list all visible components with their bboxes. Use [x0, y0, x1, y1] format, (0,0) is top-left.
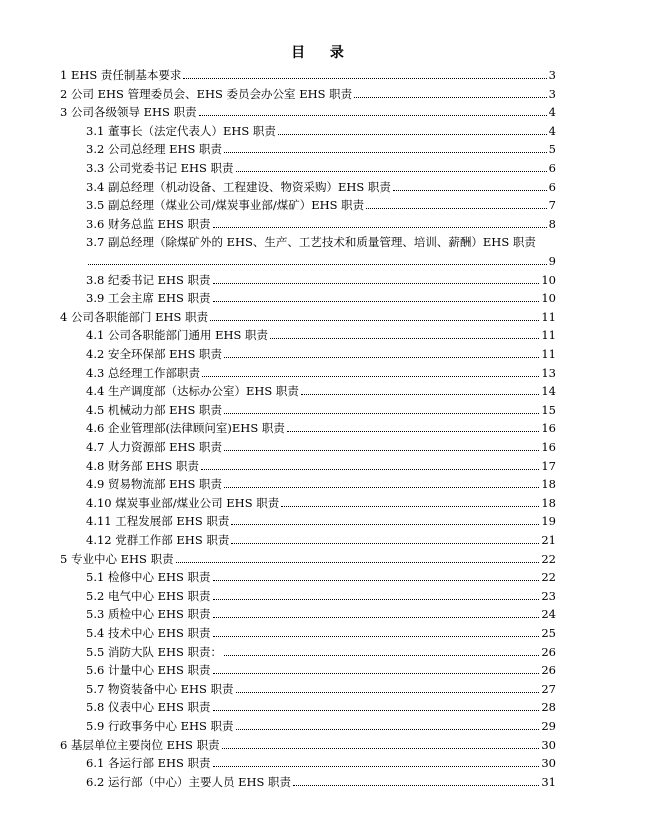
toc-dot-leader: [213, 580, 540, 581]
toc-entry-label: 1 EHS 责任制基本要求: [60, 68, 182, 82]
toc-entry-label: 3.7 副总经理（除煤矿外的 EHS、生产、工艺技术和质量管理、培训、薪酬）EHS 职责: [86, 235, 536, 250]
toc-entry-label: 4.5 机械动力部 EHS 职责: [86, 402, 223, 417]
toc-entry[interactable]: [86, 251, 556, 268]
toc-dot-leader: [301, 394, 539, 395]
toc-entry[interactable]: [86, 772, 556, 789]
toc-entry-label: 4.4 生产调度部（达标办公室）EHS 职责: [86, 384, 299, 399]
toc-dot-leader: [224, 450, 539, 451]
toc-entry[interactable]: [86, 121, 556, 138]
toc-title: 目 录: [291, 45, 354, 61]
toc-entry[interactable]: [86, 697, 556, 714]
toc-entry-label: 5.1 检修中心 EHS 职责: [86, 570, 211, 585]
toc-dot-leader: [236, 692, 540, 693]
toc-dot-leader: [224, 357, 539, 358]
toc-entry[interactable]: [60, 307, 556, 324]
toc-page-number: 29: [541, 719, 556, 733]
toc-dot-leader: [224, 152, 547, 153]
toc-entry-label: 5.2 电气中心 EHS 职责: [86, 588, 211, 603]
toc-page-number: 10: [541, 291, 556, 306]
toc-entry-label: 5.8 仪表中心 EHS 职责: [86, 700, 211, 715]
toc-entry-label: 4.8 财务部 EHS 职责: [86, 458, 200, 473]
toc-dot-leader: [393, 190, 547, 191]
toc-entry[interactable]: [86, 493, 556, 510]
toc-entry[interactable]: [86, 400, 556, 417]
toc-dot-leader: [281, 506, 539, 507]
toc-entry[interactable]: [86, 418, 556, 435]
toc-page-number: 27: [541, 681, 556, 696]
toc-entry-label: 4.6 企业管理部(法律顾问室)EHS 职责: [86, 421, 285, 436]
toc-entry[interactable]: [86, 177, 556, 194]
toc-dot-leader: [213, 283, 540, 284]
toc-entry[interactable]: [86, 363, 556, 380]
toc-entry-label: 3.4 副总经理（机动设备、工程建设、物资采购）EHS 职责: [86, 179, 391, 194]
toc-dot-leader: [176, 562, 540, 563]
toc-dot-leader: [210, 320, 539, 321]
toc-entry-label: 3.5 副总经理（煤业公司/煤炭事业部/煤矿）EHS 职责: [86, 198, 365, 213]
toc-dot-leader: [236, 171, 547, 172]
toc-dot-leader: [231, 543, 539, 544]
toc-page-number: 13: [541, 365, 556, 380]
toc-dot-leader: [366, 208, 547, 209]
toc-page-number: 25: [541, 626, 556, 640]
toc-entry-label: 4.11 工程发展部 EHS 职责: [86, 514, 230, 529]
toc-page-number: 30: [541, 756, 556, 771]
toc-dot-leader: [213, 636, 540, 637]
toc-entry[interactable]: [86, 381, 556, 398]
toc-dot-leader: [183, 78, 546, 79]
toc-entry[interactable]: [60, 549, 556, 566]
toc-page-number: 21: [541, 533, 556, 547]
toc-page-number: 26: [541, 644, 556, 659]
toc-dot-leader: [213, 617, 540, 618]
toc-page-number: 31: [541, 774, 556, 789]
toc-dot-leader: [236, 729, 540, 730]
toc-dot-leader: [213, 301, 540, 302]
toc-entry-label: 3.3 公司党委书记 EHS 职责: [86, 161, 234, 175]
toc-page-number: 18: [541, 477, 556, 492]
toc-entry-label: 3.1 董事长（法定代表人）EHS 职责: [86, 123, 276, 138]
toc-entry-label: 2 公司 EHS 管理委员会、EHS 委员会办公室 EHS 职责: [60, 86, 353, 101]
toc-page-number: 26: [541, 663, 556, 678]
toc-entry[interactable]: [86, 753, 556, 770]
toc-entry-label: 6.2 运行部（中心）主要人员 EHS 职责: [86, 774, 292, 789]
toc-entry[interactable]: [86, 214, 556, 231]
toc-dot-leader: [202, 376, 539, 377]
toc-entry-label: 5.6 计量中心 EHS 职责: [86, 663, 211, 678]
toc-page-number: 4: [548, 123, 556, 138]
toc-page-number: 10: [541, 272, 556, 287]
toc-entry[interactable]: [86, 530, 556, 547]
toc-entry-label: 4.10 煤炭事业部/煤业公司 EHS 职责: [86, 495, 280, 510]
toc-page-number: 22: [541, 570, 556, 585]
toc-dot-leader: [222, 748, 540, 749]
toc-entry-label: 3 公司各级领导 EHS 职责: [60, 105, 197, 120]
toc-entry[interactable]: [86, 660, 556, 677]
toc-entry[interactable]: [86, 325, 556, 342]
toc-page-number: 9: [548, 254, 556, 268]
toc-dot-leader: [201, 469, 539, 470]
toc-dot-leader: [287, 431, 539, 432]
toc-dot-leader: [293, 785, 539, 786]
toc-entry[interactable]: [86, 344, 556, 361]
toc-page-number: 7: [548, 198, 556, 213]
toc-entry[interactable]: [86, 511, 556, 528]
toc-entry-label: 4.7 人力资源部 EHS 职责: [86, 440, 223, 454]
toc-page-number: 11: [541, 347, 556, 361]
toc-entry[interactable]: [60, 102, 556, 119]
toc-entry-label: 4.2 安全环保部 EHS 职责: [86, 347, 223, 361]
toc-page-number: 5: [548, 142, 556, 157]
toc-dot-leader: [213, 766, 540, 767]
toc-dot-leader: [213, 673, 540, 674]
toc-entry-label: 3.6 财务总监 EHS 职责: [86, 216, 211, 231]
toc-entry-label: 5.3 质检中心 EHS 职责: [86, 607, 211, 622]
toc-entry-label: 3.2 公司总经理 EHS 职责: [86, 142, 223, 157]
toc-page-number: 4: [548, 105, 556, 120]
toc-page-number: 6: [548, 179, 556, 194]
toc-entry[interactable]: [86, 437, 556, 454]
toc-entry-label: 5.9 行政事务中心 EHS 职责: [86, 719, 234, 733]
toc-page-number: 3: [548, 86, 556, 101]
toc-entry[interactable]: [86, 139, 556, 156]
toc-entry-label: 5.4 技术中心 EHS 职责: [86, 626, 211, 640]
toc-entry[interactable]: [86, 642, 556, 659]
toc-dot-leader: [270, 338, 539, 339]
toc-page-number: 14: [541, 384, 556, 399]
toc-page-number: 19: [541, 514, 556, 529]
toc-entry-label: 3.8 纪委书记 EHS 职责: [86, 272, 211, 287]
toc-dot-leader: [278, 134, 547, 135]
toc-dot-leader: [88, 264, 547, 265]
toc-entry-label: 4.9 贸易物流部 EHS 职责: [86, 477, 223, 492]
toc-entry[interactable]: [86, 716, 556, 733]
toc-entry[interactable]: [86, 288, 556, 305]
toc-dot-leader: [213, 227, 547, 228]
toc-dot-leader: [213, 599, 540, 600]
toc-entry[interactable]: [86, 270, 556, 287]
toc-entry-label: 4.1 公司各职能部门通用 EHS 职责: [86, 328, 269, 343]
toc-dot-leader: [354, 97, 547, 98]
toc-entry[interactable]: [86, 623, 556, 640]
toc-entry[interactable]: [86, 567, 556, 584]
toc-entry[interactable]: [86, 604, 556, 621]
toc-page-number: 24: [541, 607, 556, 622]
toc-dot-leader: [224, 655, 539, 656]
toc-entry-label: 4.12 党群工作部 EHS 职责: [86, 533, 230, 547]
toc-entry[interactable]: [86, 679, 556, 696]
toc-entry-label: 5.7 物资装备中心 EHS 职责: [86, 681, 234, 696]
toc-entry[interactable]: [86, 456, 556, 473]
toc-page-number: 16: [541, 440, 556, 454]
toc-page-number: 6: [548, 161, 556, 175]
toc-entry-label: 6 基层单位主要岗位 EHS 职责: [60, 737, 220, 752]
toc-dot-leader: [231, 524, 539, 525]
toc-page-number: 15: [541, 402, 556, 417]
toc-entry[interactable]: [86, 232, 556, 249]
toc-page-number: 23: [541, 588, 556, 603]
toc-entry[interactable]: [60, 65, 556, 82]
toc-dot-leader: [224, 413, 539, 414]
toc-entry[interactable]: [86, 195, 556, 212]
toc-dot-leader: [224, 487, 539, 488]
toc-entry-label: 3.9 工会主席 EHS 职责: [86, 291, 211, 306]
toc-page-number: 28: [541, 700, 556, 715]
toc-entry-label: 6.1 各运行部 EHS 职责: [86, 756, 211, 771]
toc-entry-label: 5 专业中心 EHS 职责: [60, 551, 174, 566]
toc-page-number: 30: [541, 737, 556, 752]
toc-entry[interactable]: [86, 158, 556, 175]
toc-entry-label: 4 公司各职能部门 EHS 职责: [60, 309, 209, 324]
toc-page-number: 22: [541, 551, 556, 566]
toc-entry-label: 4.3 总经理工作部职责: [86, 365, 200, 380]
toc-entry[interactable]: [60, 735, 556, 752]
toc-dot-leader: [213, 710, 540, 711]
toc-page-number: 16: [541, 421, 556, 436]
toc-page-number: 11: [541, 309, 556, 324]
toc-page-number: 18: [541, 495, 556, 510]
toc-entry[interactable]: [60, 84, 556, 101]
toc-page-number: 17: [541, 458, 556, 473]
toc-dot-leader: [199, 115, 547, 116]
toc-page-number: 3: [548, 68, 556, 82]
toc-page-number: 11: [541, 328, 556, 343]
toc-entry[interactable]: [86, 586, 556, 603]
toc-entry[interactable]: [86, 474, 556, 491]
toc-page-number: 8: [548, 216, 556, 231]
toc-entry-label: 5.5 消防大队 EHS 职责：: [86, 644, 223, 659]
